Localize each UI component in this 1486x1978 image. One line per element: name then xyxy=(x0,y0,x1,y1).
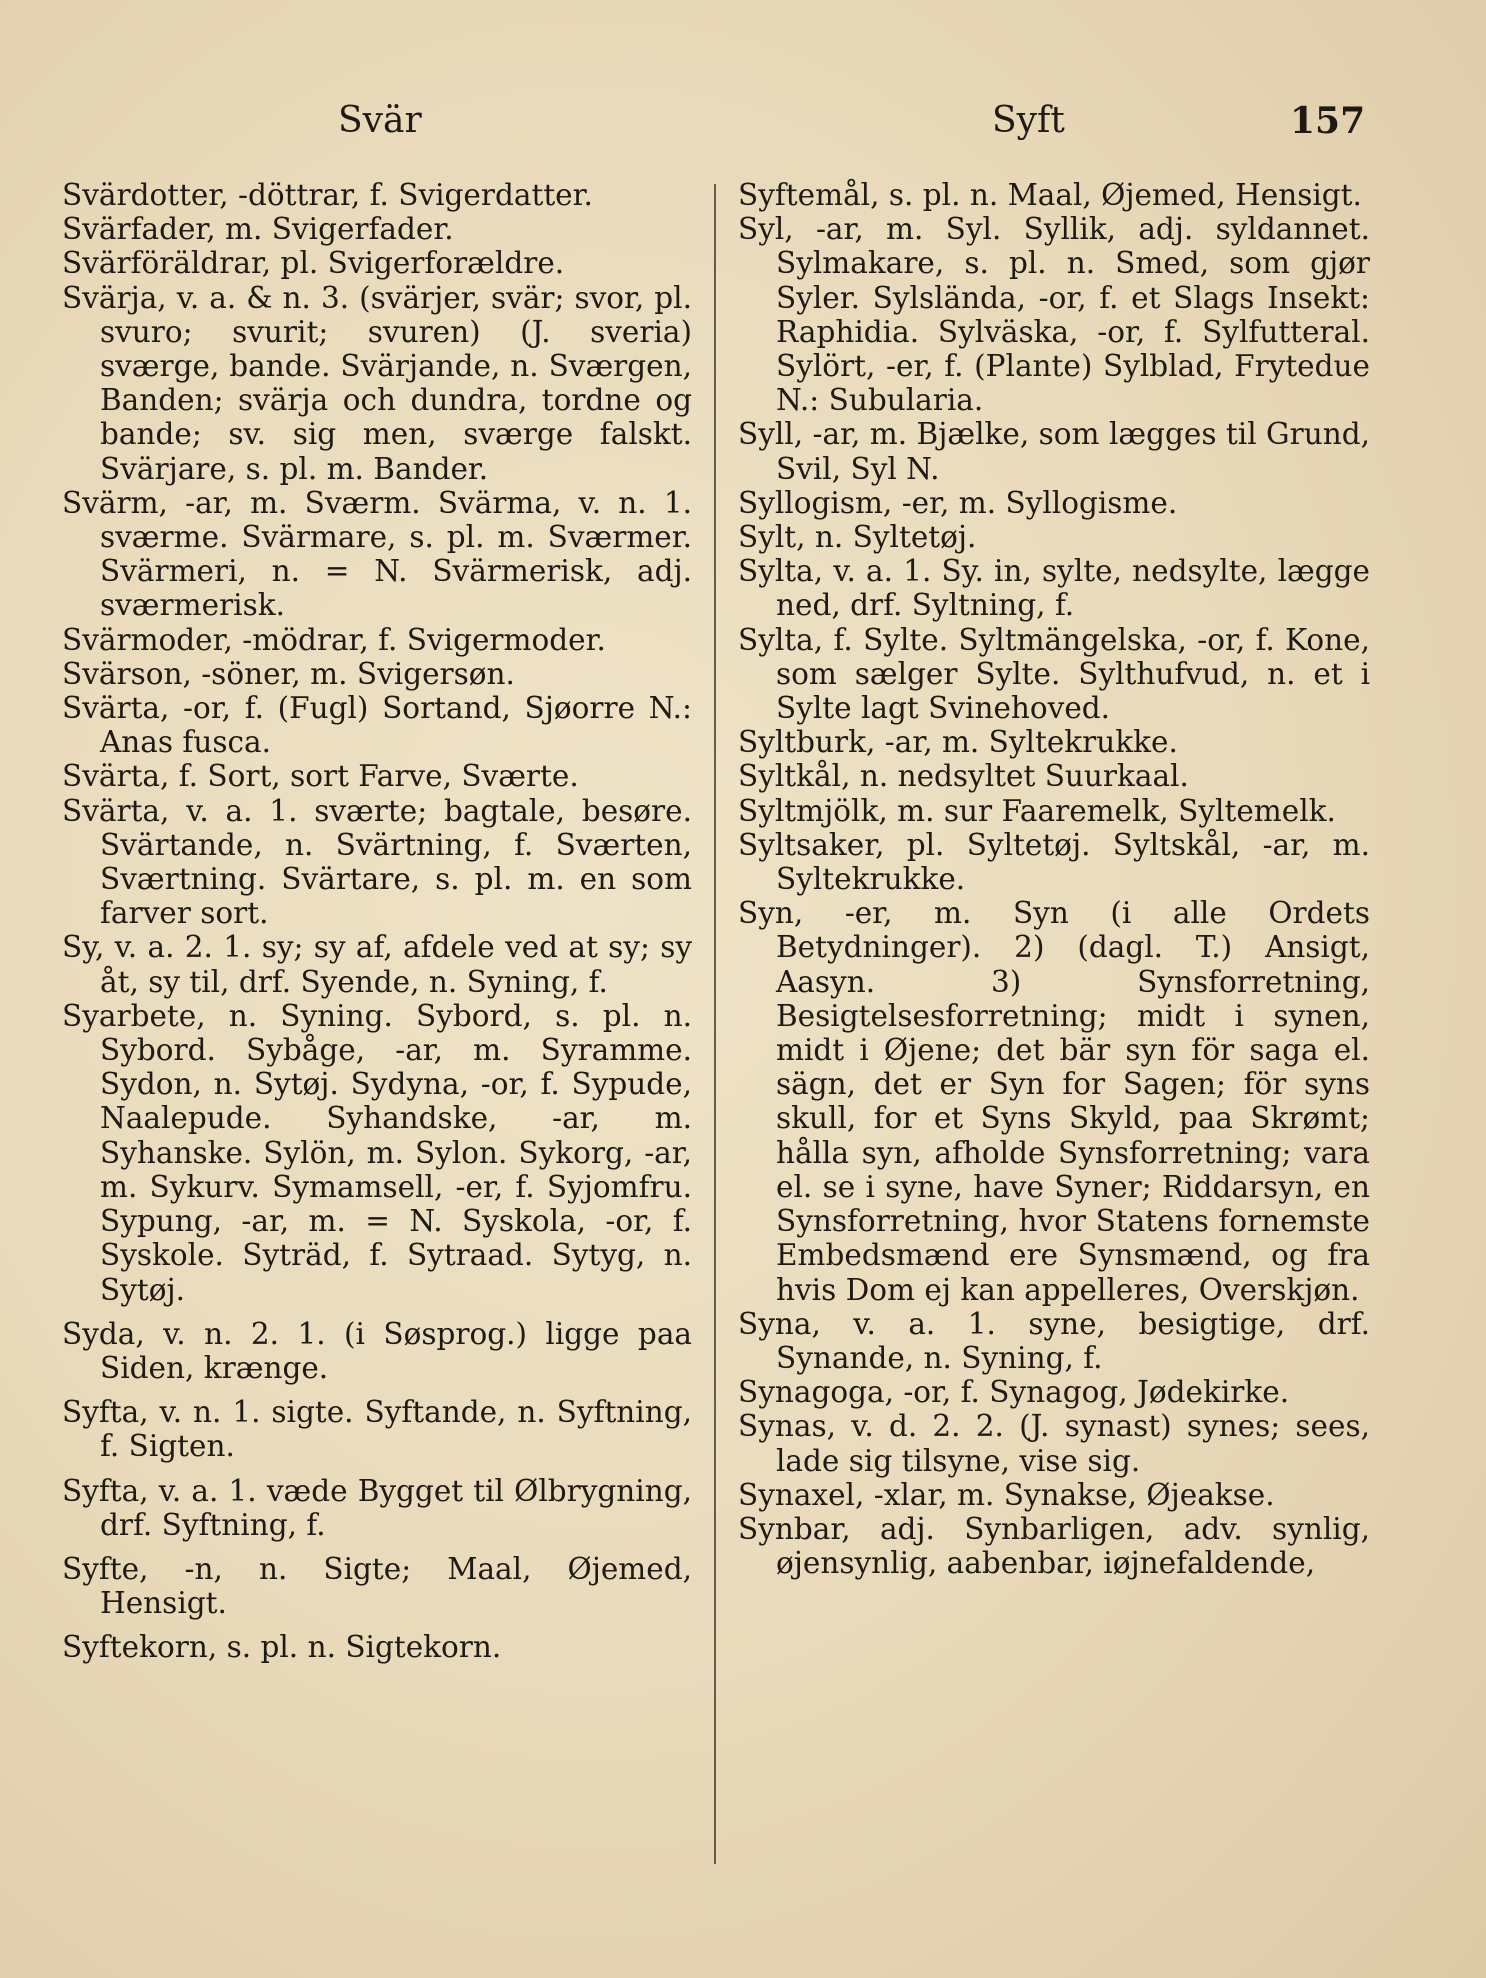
dictionary-entry: Synas, v. d. 2. 2. (J. synast) synes; sees, lade sig tilsyne, vise sig. xyxy=(738,1409,1370,1478)
dictionary-entry: Syltsaker, pl. Syltetøj. Syltskål, -ar, m. Syltekrukke. xyxy=(738,827,1370,897)
dictionary-entry: Syltburk, -ar, m. Syltekrukke. xyxy=(738,725,1178,760)
dictionary-entry: Syll, -ar, m. Bjælke, som lægges til Grund, Svil, Syl N. xyxy=(738,417,1370,486)
dictionary-entry: Syl, -ar, m. Syl. Syllik, adj. syldannet. Sylmakare, s. pl. n. Smed, som gjør Syler. Sylslända, -or, f. et Slags Insekt: Raphidia. Sylväska, -or, f. Sylfutteral. Sylört, -er, f. (Plante) Sylblad, Frytedue N.: Subularia. xyxy=(738,212,1370,418)
dictionary-entry: Syllogism, -er, m. Syllogisme. xyxy=(738,485,1178,520)
page-header xyxy=(0,100,1486,160)
dictionary-entry: Svärföräldrar, pl. Svigerforældre. xyxy=(62,246,565,281)
dictionary-entry: Synaxel, -xlar, m. Synakse, Øjeakse. xyxy=(738,1477,1275,1512)
dictionary-entry: Svärta, v. a. 1. sværte; bagtale, besøre. Svärtande, n. Svärtning, f. Sværten, Sværtning. Svärtare, s. pl. m. en som farver sort. xyxy=(62,793,692,931)
dictionary-entry: Syfta, v. n. 1. sigte. Syftande, n. Syftning, f. Sigten. xyxy=(62,1395,692,1464)
header-left-guide-word: Svär xyxy=(338,100,422,141)
dictionary-entry: Svärm, -ar, m. Sværm. Svärma, v. n. 1. sværme. Svärmare, s. pl. m. Sværmer. Svärmeri, n. = N. Svärmerisk, adj. sværmerisk. xyxy=(62,485,692,623)
dictionary-entry: Syda, v. n. 2. 1. (i Søsprog.) ligge paa Siden, krænge. xyxy=(62,1316,692,1385)
dictionary-entry: Sylta, f. Sylte. Syltmängelska, -or, f. Kone, som sælger Sylte. Sylthufvud, n. et i Sylte lagt Svinehoved. xyxy=(738,622,1370,726)
dictionary-entry: Svärta, -or, f. (Fugl) Sortand, Sjøorre N.: Anas fusca. xyxy=(62,691,692,760)
dictionary-entry: Syfta, v. a. 1. væde Bygget til Ølbrygning, drf. Syftning, f. xyxy=(62,1473,692,1542)
dictionary-entry: Syltkål, n. nedsyltet Suurkaal. xyxy=(738,759,1189,794)
dictionary-entry: Svärta, f. Sort, sort Farve, Sværte. xyxy=(62,759,579,794)
left-column xyxy=(62,178,692,1665)
dictionary-entry: Sylt, n. Syltetøj. xyxy=(738,520,977,555)
header-right-guide-word: Syft xyxy=(992,100,1065,141)
dictionary-entry: Svärmoder, -mödrar, f. Svigermoder. xyxy=(62,622,606,657)
dictionary-entry: Synbar, adj. Synbarligen, adv. synlig, øjensynlig, aabenbar, iøjnefaldende, xyxy=(738,1511,1370,1581)
dictionary-entry: Svärson, -söner, m. Svigersøn. xyxy=(62,656,515,691)
dictionary-entry: Syarbete, n. Syning. Sybord, s. pl. n. Sybord. Sybåge, -ar, m. Syramme. Sydon, n. Sytøj. Sydyna, -or, f. Sypude, Naalepude. Syhandske, -ar, m. Syhanske. Sylön, m. Sylon. Sykorg, -ar, m. Sykurv. Symamsell, -er, f. Syjomfru. Sypung, -ar, m. = N. Syskola, -or, f. Syskole. Syträd, f. Sytraad. Sytyg, n. Sytøj. xyxy=(62,998,692,1307)
dictionary-entry: Synagoga, -or, f. Synagog, Jødekirke. xyxy=(738,1375,1290,1410)
dictionary-entry: Syftemål, s. pl. n. Maal, Øjemed, Hensigt. xyxy=(738,178,1362,212)
dictionary-entry: Syltmjölk, m. sur Faaremelk, Syltemelk. xyxy=(738,793,1336,828)
right-column xyxy=(738,178,1370,1580)
dictionary-entry: Syna, v. a. 1. syne, besigtige, drf. Synande, n. Syning, f. xyxy=(738,1306,1370,1375)
dictionary-entry: Sylta, v. a. 1. Sy. in, sylte, nedsylte, lægge ned, drf. Syltning, f. xyxy=(738,554,1370,623)
dictionary-entry: Syn, -er, m. Syn (i alle Ordets Betydninger). 2) (dagl. T.) Ansigt, Aasyn. 3) Synsforretning, Besigtelsesforretning; midt i synen, midt i Øjene; det bär syn för saga el. sägn, det er Syn for Sagen; för syns skull, for et Syns Skyld, paa Skrømt; hålla syn, afholde Synsforretning; vara el. se i syne, have Syner; Riddarsyn, en Synsforretning, hvor Statens fornemste Embedsmænd ere Synsmænd, og fra hvis Dom ej kan appelleres, Overskjøn. xyxy=(738,896,1370,1307)
dictionary-entry: Syfte, -n, n. Sigte; Maal, Øjemed, Hensigt. xyxy=(62,1551,692,1621)
dictionary-entry: Syftekorn, s. pl. n. Sigtekorn. xyxy=(62,1630,502,1665)
dictionary-entry: Svärja, v. a. & n. 3. (svärjer, svär; svor, pl. svuro; svurit; svuren) (J. sveria) sværge, bande. Svärjande, n. Sværgen, Banden; svärja och dundra, tordne og bande; sv. sig men, sværge falskt. Svärjare, s. pl. m. Bander. xyxy=(62,280,692,486)
dictionary-entry: Svärfader, m. Svigerfader. xyxy=(62,212,454,247)
column-divider xyxy=(714,184,716,1864)
page-number: 157 xyxy=(1290,100,1366,142)
dictionary-entry: Svärdotter, -döttrar, f. Svigerdatter. xyxy=(62,178,593,212)
dictionary-entry: Sy, v. a. 2. 1. sy; sy af, afdele ved at sy; sy åt, sy til, drf. Syende, n. Syning, f. xyxy=(62,930,692,999)
